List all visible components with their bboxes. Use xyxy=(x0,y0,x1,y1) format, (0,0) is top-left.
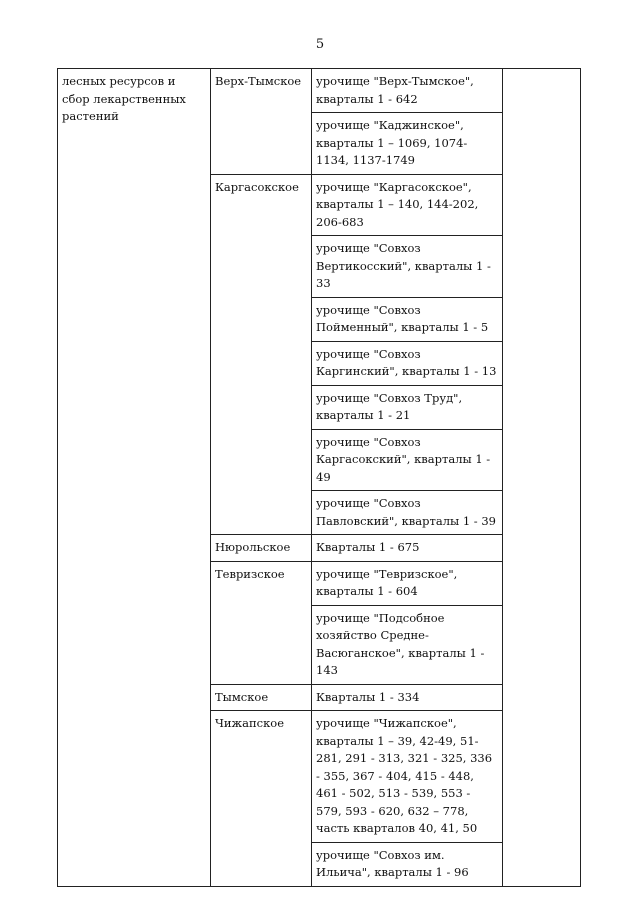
area-cell: урочище "Совхоз Каргинский", кварталы 1 - 13 xyxy=(312,341,503,385)
forestry-name-cell: Каргасокское xyxy=(211,174,312,535)
area-cell: урочище "Совхоз Павловский", кварталы 1 - 39 xyxy=(312,491,503,535)
area-cell: урочище "Верх-Тымское", кварталы 1 - 642 xyxy=(312,69,503,113)
area-cell: урочище "Совхоз Пойменный", кварталы 1 - 5 xyxy=(312,297,503,341)
forestry-name-cell: Верх-Тымское xyxy=(211,69,312,175)
page-number: 5 xyxy=(315,37,325,52)
activity-cell: лесных ресурсов и сбор лекарственных растений xyxy=(58,69,211,887)
area-cell: урочище "Тевризское", кварталы 1 - 604 xyxy=(312,561,503,605)
forestry-name-cell: Тымское xyxy=(211,684,312,711)
area-cell: Кварталы 1 - 334 xyxy=(312,684,503,711)
area-cell: урочище "Совхоз им. Ильича", кварталы 1 - 96 xyxy=(312,842,503,886)
forestry-name-cell: Тевризское xyxy=(211,561,312,684)
forestry-name-cell: Чижапское xyxy=(211,711,312,887)
forestry-name-cell: Нюрольское xyxy=(211,535,312,562)
area-cell: урочище "Совхоз Вертикосский", кварталы 1 - 33 xyxy=(312,236,503,298)
area-cell: урочище "Чижапское", кварталы 1 – 39, 42-49, 51-281, 291 - 313, 321 - 325, 336 - 355, 367 - 404, 415 - 448, 461 - 502, 513 - 539, 553 - 579, 593 - 620, 632 – 778, часть кварталов 40, 41, 50 xyxy=(312,711,503,843)
empty-notes-cell xyxy=(503,69,581,887)
area-cell: урочище "Каджинское", кварталы 1 – 1069, 1074-1134, 1137-1749 xyxy=(312,113,503,175)
table-row xyxy=(58,69,581,113)
area-cell: урочище "Подсобное хозяйство Средне-Васюганское", кварталы 1 - 143 xyxy=(312,605,503,684)
area-cell: урочище "Совхоз Каргасокский", кварталы 1 - 49 xyxy=(312,429,503,491)
area-cell: Кварталы 1 - 675 xyxy=(312,535,503,562)
area-cell: урочище "Совхоз Труд", кварталы 1 - 21 xyxy=(312,385,503,429)
forest-areas-table xyxy=(57,68,581,887)
area-cell: урочище "Каргасокское", кварталы 1 – 140, 144-202, 206-683 xyxy=(312,174,503,236)
